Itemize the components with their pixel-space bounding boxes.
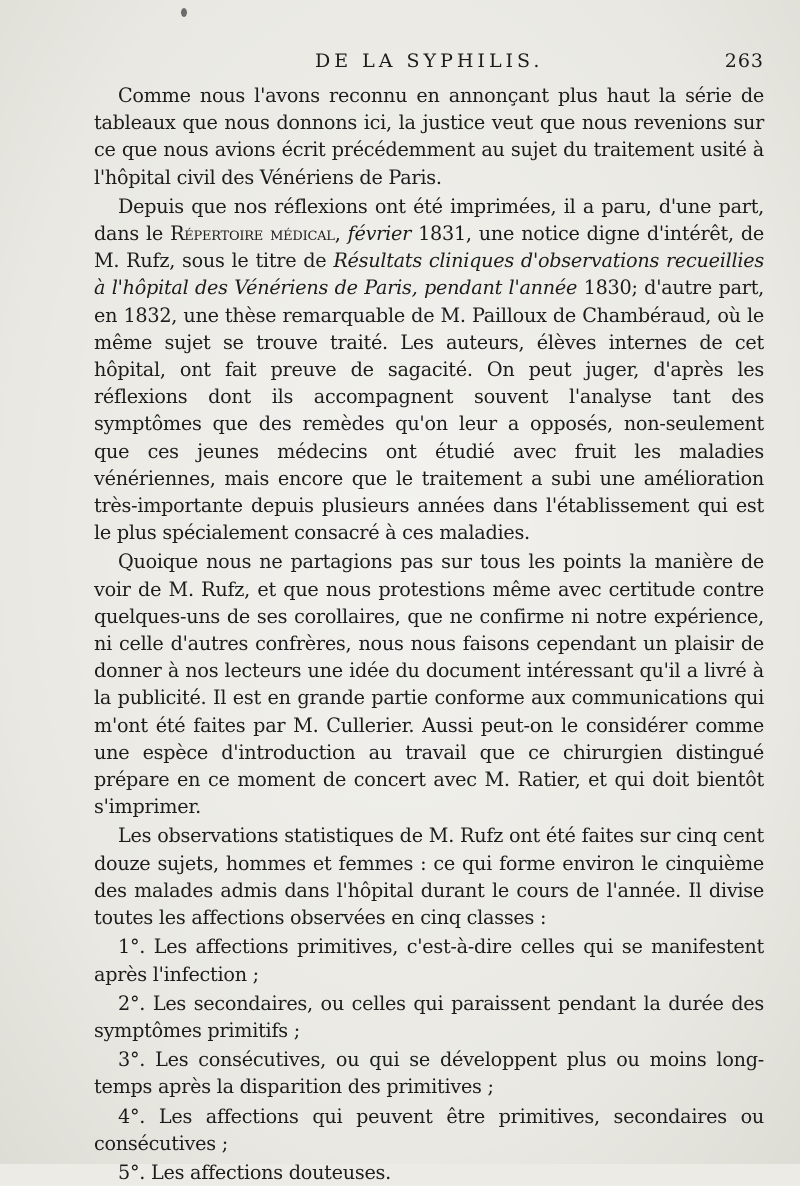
page-header [0, 48, 800, 78]
paragraph-2-part-d: 1830; d'autre part, en 1832, une thèse remarquable de M. Pailloux de Chambéraud, où le même sujet se trouve traité. Les auteurs, élèves internes de cet hôpital, ont fait preuve de sagacité. On peut juger, d'après les réflexions dont ils accompagnent souvent l'analyse tant des symptômes que des remèdes qu'on leur a opposés, non-seulement que ces jeunes médecins ont étudié avec fruit les maladies vénériennes, mais encore que le traitement a subi une amélioration très-importante depuis plusieurs années dans l'établissement qui est le plus spécialement consacré à ces maladies. [94, 276, 765, 545]
paragraph-2-part-c: 1831, une notice digne d'intérêt, de M. Rufz, sous le titre de [94, 222, 765, 273]
list-item: 5°. Les affections douteuses. [118, 1160, 392, 1184]
date-italic: février [347, 222, 411, 246]
page-number: 263 [724, 50, 764, 72]
list-item: 1°. Les affections primitives, c'est-à-dire celles qui se manifestent après l'infection ; [94, 935, 764, 986]
paragraph-2-part-b: , [334, 222, 348, 246]
body-text [94, 82, 764, 1186]
journal-title: Répertoire médical [170, 222, 335, 246]
paragraph-4: Les observations statistiques de M. Rufz ont été faites sur cinq cent douze sujets, hommes et femmes : ce qui forme environ le cinquième des malades admis dans l'hôpital durant le cours de l'année. Il divise toutes les affections observées en cinq classes : [94, 824, 764, 930]
paragraph-2 [94, 193, 764, 547]
running-title: DE LA SYPHILIS. [315, 50, 544, 72]
ink-spot [181, 8, 187, 17]
paragraph-2-part-a: Depuis que nos réflexions ont été imprimées, il a paru, d'une part, dans le [94, 194, 764, 246]
list-item: 3°. Les consécutives, ou qui se développent plus ou moins long-temps après la disparition des primitives ; [94, 1048, 764, 1099]
paragraph-1: Comme nous l'avons reconnu en annonçant plus haut la série de tableaux que nous donnons ici, la justice veut que nous revenions sur ce que nous avions écrit précédemment au sujet du traitement usité à l'hôpital civil des Vénériens de Paris. [94, 84, 764, 189]
work-title: Résultats cliniques d'observations recueillies à l'hôpital des Vénériens de Paris, pendant l'année [94, 249, 764, 300]
list-item: 4°. Les affections qui peuvent être primitives, secondaires ou consécutives ; [94, 1104, 764, 1155]
list-item: 2°. Les secondaires, ou celles qui paraissent pendant la durée des symptômes primitifs ; [94, 991, 764, 1042]
paragraph-3: Quoique nous ne partagions pas sur tous les points la manière de voir de M. Rufz, et que nous protestions même avec certitude contre quelques-uns de ses corollaires, que ne confirme ni notre expérience, ni celle d'autres confrères, nous nous faisons cependant un plaisir de donner à nos lecteurs une idée du document intéressant qu'il a livré à la publicité. Il est en grande partie conforme aux communications qui m'ont été faites par M. Cullerier. Aussi peut-on le considérer comme une espèce d'introduction au travail que ce chirurgien distingué prépare en ce moment de concert avec M. Ratier, et qui doit bientôt s'imprimer. [94, 550, 764, 819]
